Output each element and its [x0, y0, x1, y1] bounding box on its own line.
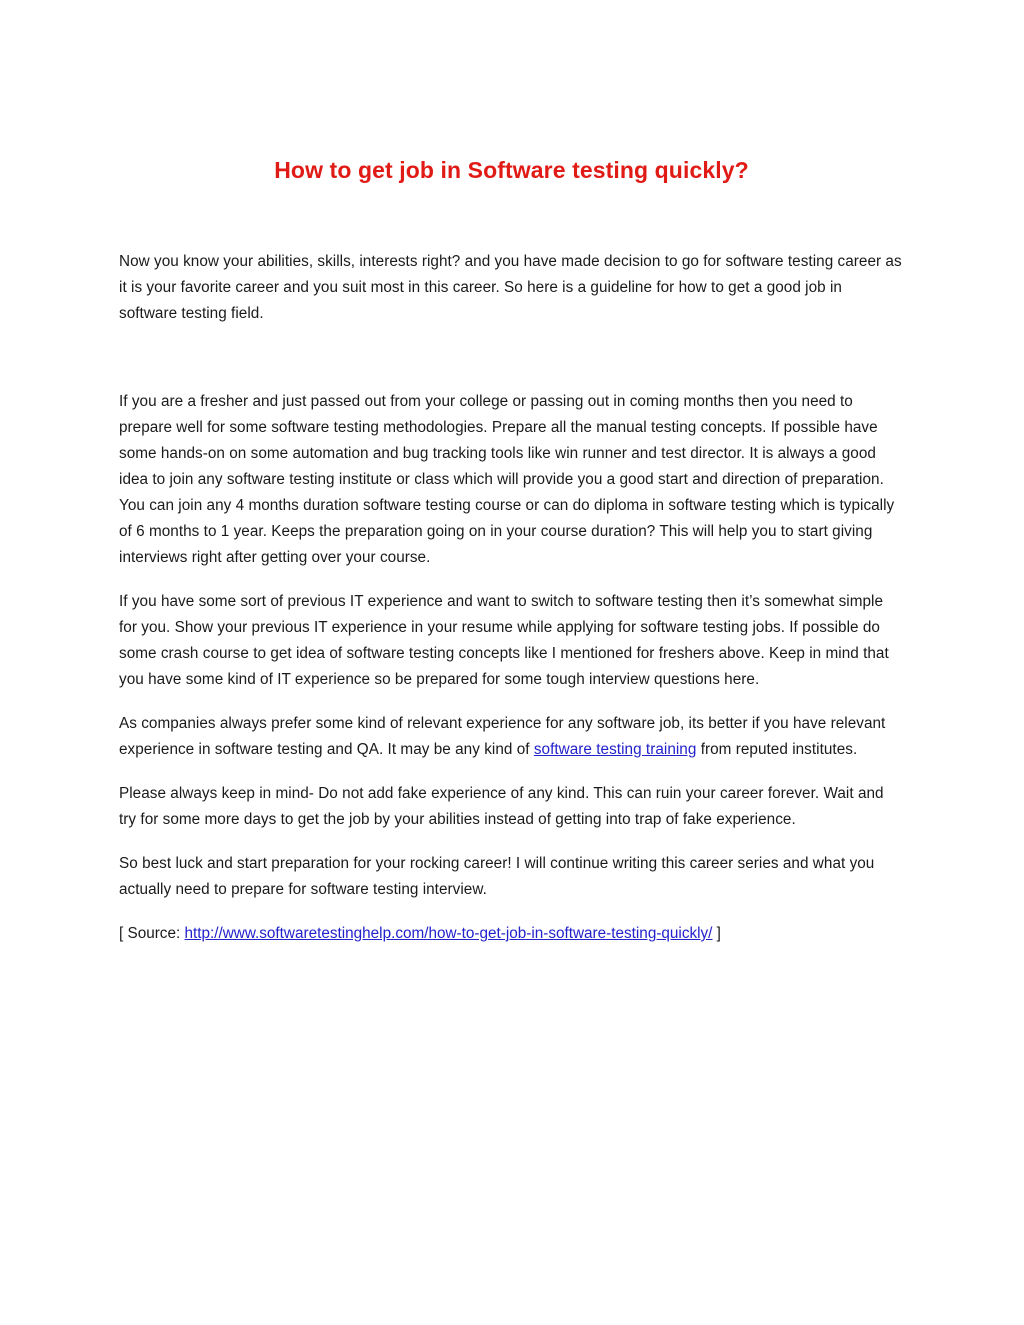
paragraph-relevant-experience-tail: from reputed institutes.	[696, 741, 858, 758]
paragraph-intro: Now you know your abilities, skills, interests right? and you have made decision to go for software testing career as it is your favorite career and you suit most in this career. So here is a guideline for how to get a good job in software testing field.	[119, 253, 902, 322]
paragraph-relevant-experience	[119, 711, 904, 763]
source-prefix: [ Source:	[119, 925, 185, 942]
document-content	[119, 155, 904, 947]
title-spacer	[119, 185, 904, 249]
paragraph-relevant-experience-text: As companies always prefer some kind of relevant experience for any software job, its better if you have relevant experience in software testing and QA. It may be any kind of	[119, 715, 886, 758]
source-url-link[interactable]: http://www.softwaretestinghelp.com/how-to-get-job-in-software-testing-quickly/	[184, 925, 713, 942]
paragraph-no-fake-experience: Please always keep in mind- Do not add fake experience of any kind. This can ruin your career forever. Wait and try for some more days to get the job by your abilities instead of getting into trap of fake experience.	[119, 785, 884, 828]
software-testing-training-link[interactable]: software testing training	[533, 741, 697, 758]
paragraph-freshers: If you are a fresher and just passed out from your college or passing out in coming months then you need to prepare well for some software testing methodologies. Prepare all the manual testing concepts. If possible have some hands-on on some automation and bug tracking tools like win runner and test director. It is always a good idea to join any software testing institute or class which will provide you a good start and direction of preparation. You can join any 4 months duration software testing course or can do diploma in software testing which is typically of 6 months to 1 year. Keeps the preparation going on in your course duration? This will help you to start giving interviews right after getting over your course.	[119, 393, 895, 566]
source-suffix: ]	[712, 925, 721, 942]
page-title: How to get job in Software testing quickly?	[274, 157, 749, 183]
paragraph-closing: So best luck and start preparation for your rocking career! I will continue writing this career series and what you actually need to prepare for software testing interview.	[119, 855, 875, 898]
source-line	[119, 921, 904, 947]
paragraph-it-experience: If you have some sort of previous IT experience and want to switch to software testing then it’s somewhat simple for you. Show your previous IT experience in your resume while applying for software testing jobs. If possible do some crash course to get idea of software testing concepts like I mentioned for freshers above. Keep in mind that you have some kind of IT experience so be prepared for some tough interview questions here.	[119, 593, 889, 688]
